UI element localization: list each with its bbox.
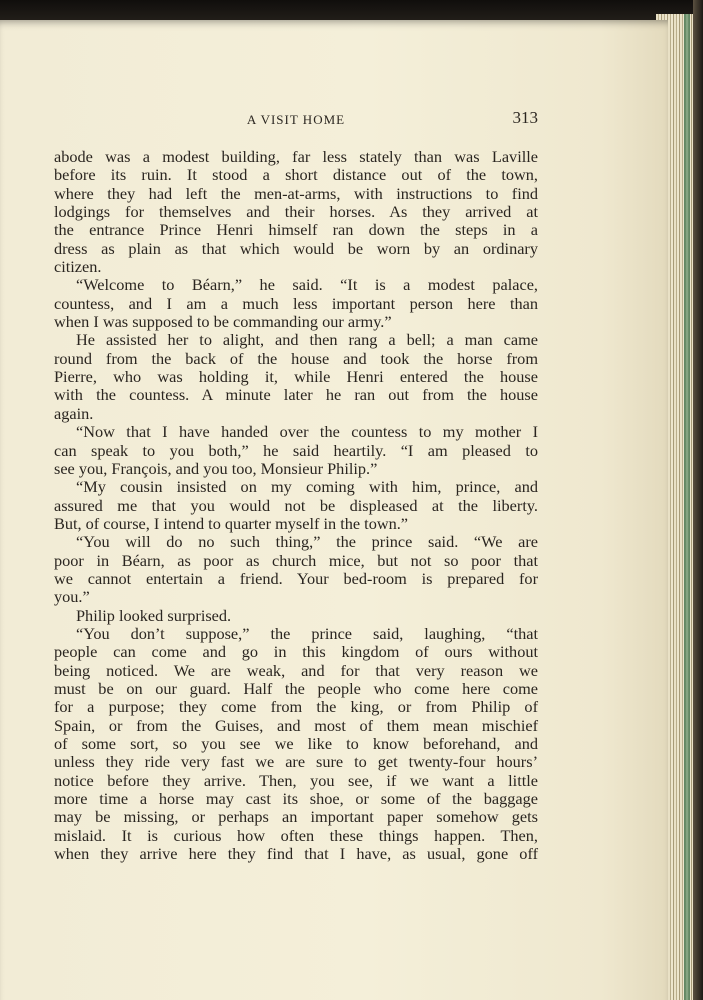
text-line: you.” [54, 587, 90, 607]
text-line: abode was a modest building, far less stately than was Laville [54, 147, 538, 166]
text-line: can speak to you both,” he said heartily. “I am pleased to [54, 440, 538, 460]
text-line: we cannot entertain a friend. Your bed-room is prepared for [54, 568, 538, 588]
text-line: “Now that I have handed over the countess to my mother I [76, 422, 538, 442]
text-line: again. [54, 403, 94, 423]
right-shadow [693, 0, 703, 1000]
text-line: unless they ride very fast we are sure to get twenty-four hours’ [54, 752, 538, 772]
text-line: citizen. [54, 257, 102, 277]
text-line: where they had left the men-at-arms, with instructions to find [54, 183, 538, 203]
text-line: “You don’t suppose,” the prince said, laughing, “that [76, 623, 538, 643]
text-line: assured me that you would not be displeased at the liberty. [54, 495, 538, 515]
text-line: Philip looked surprised. [76, 605, 232, 625]
text-line: mislaid. It is curious how often these things happen. Then, [54, 825, 538, 845]
text-line: dress as plain as that which would be worn by an ordinary [54, 238, 538, 258]
book-cover-edge [684, 14, 690, 1000]
page-number: 313 [512, 108, 538, 127]
text-line: Pierre, who was holding it, while Henri entered the house [54, 367, 538, 387]
text-line: people can come and go in this kingdom of ours without [54, 642, 538, 662]
text-line: countess, and I am a much less important person here than [54, 293, 538, 313]
text-line: the entrance Prince Henri himself ran down the steps in a [54, 220, 538, 240]
text-line: before its ruin. It stood a short distance out of the town, [54, 165, 538, 185]
text-line: see you, François, and you too, Monsieur Philip.” [54, 458, 378, 478]
running-head: A VISIT HOME [246, 112, 346, 127]
text-line: more time a horse may cast its shoe, or some of the baggage [54, 789, 538, 809]
text-line: when I was supposed to be commanding our army.” [54, 312, 392, 332]
text-line: round from the back of the house and took the horse from [54, 348, 538, 368]
text-line: poor in Béarn, as poor as church mice, but not so poor that [54, 550, 538, 570]
text-line: may be missing, or perhaps an important paper somehow gets [54, 807, 538, 827]
text-line: “Welcome to Béarn,” he said. “It is a modest palace, [76, 275, 538, 295]
text-line: “My cousin insisted on my coming with him, prince, and [76, 477, 538, 497]
page-header [54, 108, 538, 132]
text-line: Spain, or from the Guises, and most of them mean mischief [54, 715, 538, 735]
text-line: “You will do no such thing,” the prince said. “We are [76, 532, 538, 552]
text-line: when they arrive here they find that I have, as usual, gone off [54, 844, 538, 864]
text-line: lodgings for themselves and their horses. As they arrived at [54, 202, 538, 222]
text-line: being noticed. We are weak, and for that very reason we [54, 660, 538, 680]
text-line: But, of course, I intend to quarter myself in the town.” [54, 513, 409, 533]
text-line: of some sort, so you see we like to know beforehand, and [54, 734, 538, 753]
text-line: with the countess. A minute later he ran out from the house [54, 385, 538, 405]
text-line: for a purpose; they come from the king, or from Philip of [54, 697, 538, 717]
text-line: must be on our guard. Half the people who come here come [54, 678, 538, 698]
text-line: notice before they arrive. Then, you see, if we want a little [54, 770, 538, 790]
text-line: He assisted her to alight, and then rang a bell; a man came [76, 330, 538, 350]
body-text [54, 148, 538, 863]
